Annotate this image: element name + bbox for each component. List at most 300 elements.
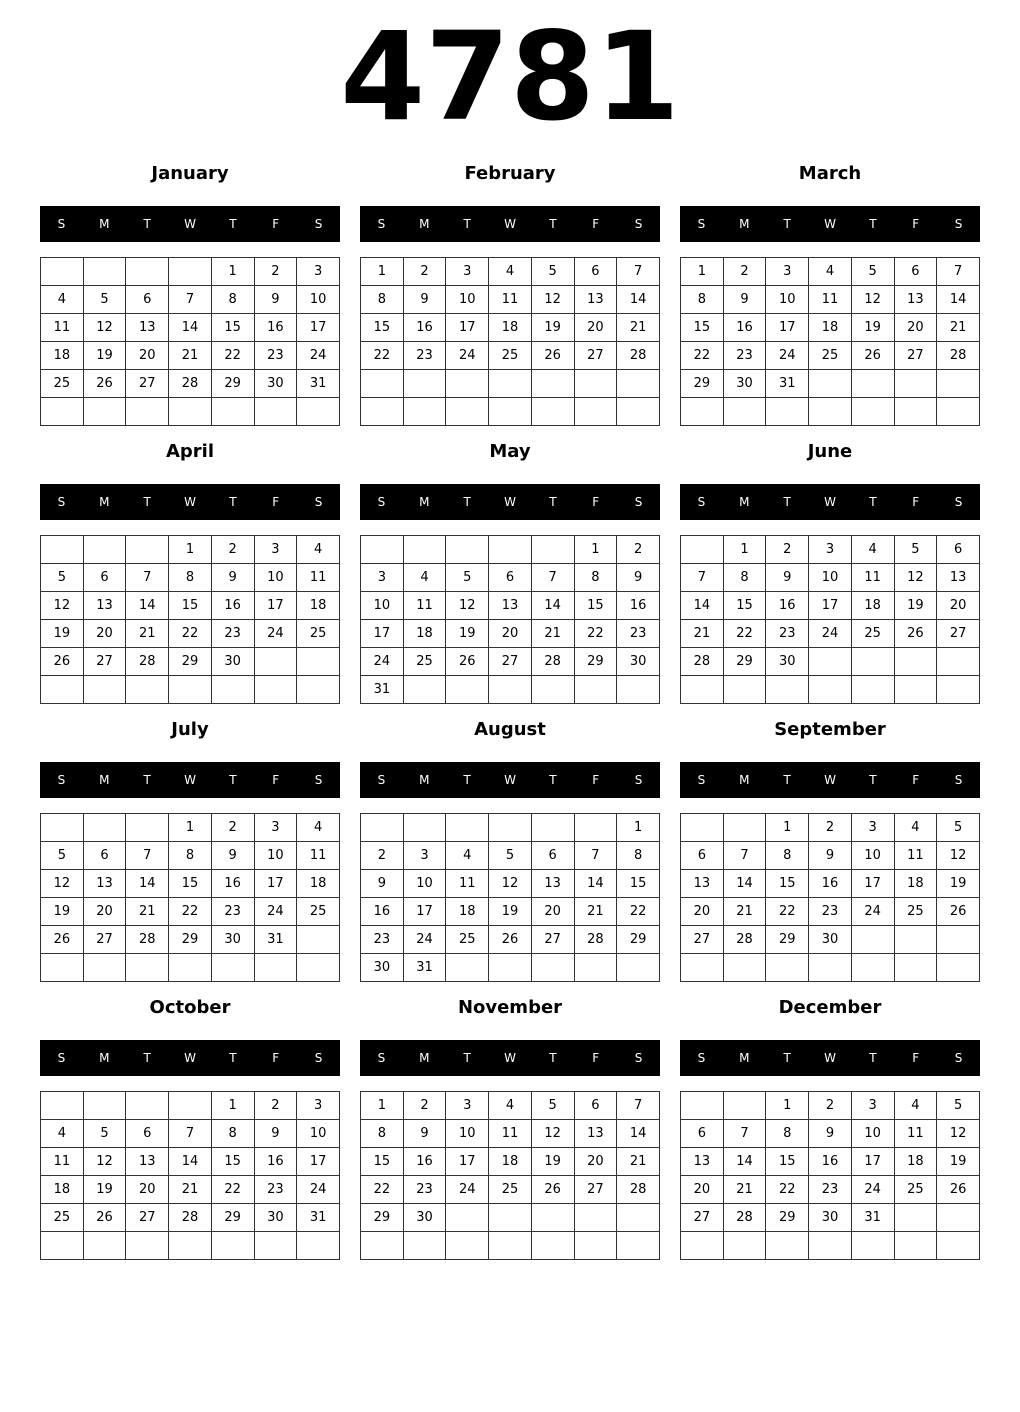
day-cell [681,814,724,842]
week-row [361,814,660,842]
day-cell: 18 [489,314,532,342]
day-cell: 7 [937,258,980,286]
week-row [361,926,660,954]
day-cell: 23 [254,342,297,370]
day-grid [680,1091,980,1260]
day-cell: 22 [766,898,809,926]
day-cell [809,398,852,426]
day-cell: 11 [894,1120,937,1148]
day-cell: 18 [894,870,937,898]
weekday-label: S [697,773,706,787]
day-cell: 7 [126,842,169,870]
weekday-label: F [592,217,600,231]
day-cell [446,1232,489,1260]
day-cell: 23 [809,1176,852,1204]
weekday-label: S [314,1051,323,1065]
day-cell: 18 [297,592,340,620]
day-cell: 7 [617,1092,660,1120]
day-cell: 15 [681,314,724,342]
day-cell: 25 [809,342,852,370]
week-row [361,620,660,648]
day-cell: 6 [489,564,532,592]
day-cell: 24 [766,342,809,370]
day-cell [617,954,660,982]
day-cell: 27 [681,926,724,954]
day-cell: 25 [297,620,340,648]
week-row [361,286,660,314]
day-cell: 31 [361,676,404,704]
day-cell: 12 [937,842,980,870]
week-row [41,648,340,676]
day-cell: 12 [937,1120,980,1148]
day-cell: 13 [126,1148,169,1176]
day-cell: 13 [574,286,617,314]
weekday-label: W [504,1051,516,1065]
weekday-label: T [869,773,877,787]
weekday-label: T [463,217,471,231]
week-row [681,842,980,870]
weekday-label: M [99,1051,110,1065]
day-cell: 8 [723,564,766,592]
day-cell: 29 [766,1204,809,1232]
day-cell [41,1092,84,1120]
day-cell: 11 [446,870,489,898]
day-cell: 18 [297,870,340,898]
day-cell [531,1204,574,1232]
day-cell: 20 [574,314,617,342]
day-cell: 10 [254,842,297,870]
day-cell: 25 [489,1176,532,1204]
day-cell: 27 [489,648,532,676]
weekday-label: T [783,495,791,509]
day-cell: 17 [851,870,894,898]
day-cell: 23 [617,620,660,648]
day-cell [766,1232,809,1260]
day-cell: 9 [403,286,446,314]
day-cell [41,1232,84,1260]
weekday-label: F [272,1051,280,1065]
month-name: November [457,997,563,1018]
day-cell: 29 [169,926,212,954]
day-cell: 6 [574,258,617,286]
week-row [361,954,660,982]
day-cell: 4 [41,286,84,314]
week-row [681,592,980,620]
weekday-label: S [954,1051,963,1065]
day-cell: 14 [617,286,660,314]
day-cell [531,814,574,842]
day-cell [403,814,446,842]
day-cell: 12 [83,1148,126,1176]
weekday-label: W [504,773,516,787]
day-cell [403,370,446,398]
weekday-label: M [739,1051,750,1065]
day-cell: 2 [403,258,446,286]
day-cell: 2 [809,1092,852,1120]
day-cell: 24 [809,620,852,648]
day-cell [937,954,980,982]
day-cell: 30 [766,648,809,676]
week-row [361,370,660,398]
weekday-label: M [419,495,430,509]
day-cell: 27 [126,1204,169,1232]
day-cell: 2 [211,814,254,842]
day-cell: 20 [126,342,169,370]
day-cell [169,1092,212,1120]
day-cell: 21 [126,620,169,648]
day-cell [681,398,724,426]
day-cell: 20 [894,314,937,342]
day-cell: 18 [41,1176,84,1204]
day-cell: 20 [83,620,126,648]
day-cell: 28 [169,370,212,398]
day-cell [83,1232,126,1260]
day-cell: 12 [446,592,489,620]
day-cell: 28 [574,926,617,954]
day-cell [169,954,212,982]
day-cell: 4 [894,1092,937,1120]
day-cell: 24 [254,620,297,648]
day-cell: 19 [83,1176,126,1204]
day-cell: 10 [297,1120,340,1148]
day-cell [851,398,894,426]
day-cell: 12 [531,1120,574,1148]
week-row [681,536,980,564]
day-cell: 6 [126,286,169,314]
day-cell: 12 [851,286,894,314]
month-name: June [807,441,853,462]
week-row [361,676,660,704]
day-grid [40,813,340,982]
month-name: December [778,997,882,1018]
day-cell: 8 [169,564,212,592]
weekday-label: S [57,1051,66,1065]
week-row [41,620,340,648]
day-cell [126,398,169,426]
weekday-label: T [143,217,151,231]
day-cell: 4 [297,536,340,564]
day-cell [809,1232,852,1260]
day-cell: 28 [617,1176,660,1204]
day-cell [766,398,809,426]
day-cell: 7 [169,1120,212,1148]
week-row [681,1176,980,1204]
day-cell: 10 [254,564,297,592]
day-cell: 9 [809,842,852,870]
day-cell [937,1232,980,1260]
week-row [681,564,980,592]
day-cell: 28 [531,648,574,676]
weekday-label: W [824,495,836,509]
day-cell: 21 [617,314,660,342]
day-cell: 20 [489,620,532,648]
day-cell: 2 [254,1092,297,1120]
day-cell [681,536,724,564]
day-cell: 20 [937,592,980,620]
day-cell: 24 [297,342,340,370]
day-cell: 22 [211,1176,254,1204]
weekday-header [360,1040,660,1076]
day-cell: 3 [446,1092,489,1120]
day-cell [403,676,446,704]
day-cell: 28 [723,926,766,954]
day-cell [766,676,809,704]
day-cell [894,648,937,676]
week-row [681,954,980,982]
day-cell: 7 [723,1120,766,1148]
day-cell: 6 [681,1120,724,1148]
month-name: March [798,163,862,184]
day-cell [723,814,766,842]
day-cell: 8 [681,286,724,314]
week-row [41,258,340,286]
day-cell: 21 [617,1148,660,1176]
day-cell: 4 [851,536,894,564]
day-cell [169,1232,212,1260]
day-cell: 6 [83,842,126,870]
day-cell: 23 [403,342,446,370]
day-cell: 28 [126,926,169,954]
day-cell [937,926,980,954]
day-cell: 29 [617,926,660,954]
day-cell [574,1232,617,1260]
day-cell: 26 [937,1176,980,1204]
day-cell [681,676,724,704]
day-cell: 7 [169,286,212,314]
day-cell [574,954,617,982]
day-cell: 4 [489,258,532,286]
day-cell: 12 [489,870,532,898]
week-row [361,1092,660,1120]
day-cell [723,1092,766,1120]
day-cell [126,258,169,286]
day-cell: 28 [723,1204,766,1232]
day-cell: 22 [574,620,617,648]
day-cell: 28 [937,342,980,370]
day-cell: 10 [446,1120,489,1148]
weekday-label: T [549,773,557,787]
day-cell: 24 [446,1176,489,1204]
day-cell: 23 [723,342,766,370]
day-cell: 17 [254,870,297,898]
day-cell: 16 [403,1148,446,1176]
weekday-label: M [99,217,110,231]
day-cell [574,1204,617,1232]
week-row [681,286,980,314]
day-cell: 24 [297,1176,340,1204]
day-cell: 6 [937,536,980,564]
day-cell: 8 [361,1120,404,1148]
week-row [681,620,980,648]
week-row [681,370,980,398]
day-cell: 6 [574,1092,617,1120]
day-cell [617,676,660,704]
day-cell [41,814,84,842]
day-cell: 27 [937,620,980,648]
day-cell: 19 [41,898,84,926]
day-cell: 1 [211,258,254,286]
week-row [41,564,340,592]
day-cell: 22 [211,342,254,370]
day-cell: 14 [681,592,724,620]
day-cell: 29 [361,1204,404,1232]
weekday-label: S [377,773,386,787]
day-cell: 21 [723,1176,766,1204]
day-cell [254,648,297,676]
day-cell [83,398,126,426]
day-cell [574,814,617,842]
day-cell: 20 [531,898,574,926]
day-cell: 27 [681,1204,724,1232]
day-cell: 19 [937,1148,980,1176]
day-cell [894,926,937,954]
day-cell: 19 [531,314,574,342]
day-grid [360,1091,660,1260]
weekday-label: S [954,773,963,787]
day-cell: 19 [489,898,532,926]
day-cell: 2 [723,258,766,286]
week-row [361,1204,660,1232]
day-cell: 9 [254,286,297,314]
day-cell: 15 [766,870,809,898]
day-grid [360,257,660,426]
day-cell: 28 [681,648,724,676]
day-cell: 14 [531,592,574,620]
day-cell: 9 [617,564,660,592]
day-cell [297,1232,340,1260]
weekday-label: M [739,217,750,231]
day-grid [680,257,980,426]
day-cell: 3 [766,258,809,286]
day-cell: 16 [361,898,404,926]
day-cell: 9 [254,1120,297,1148]
day-cell: 10 [851,842,894,870]
day-cell: 19 [894,592,937,620]
weekday-label: T [143,495,151,509]
day-cell: 11 [297,564,340,592]
weekday-header [40,1040,340,1076]
day-cell: 4 [809,258,852,286]
week-row [681,926,980,954]
day-cell: 25 [446,926,489,954]
day-cell: 3 [361,564,404,592]
day-cell: 4 [403,564,446,592]
day-cell: 27 [126,370,169,398]
week-row [681,814,980,842]
day-grid [40,257,340,426]
week-row [41,592,340,620]
day-cell: 23 [361,926,404,954]
week-row [361,564,660,592]
day-cell: 10 [297,286,340,314]
day-cell [851,676,894,704]
day-cell: 8 [766,1120,809,1148]
day-cell: 17 [809,592,852,620]
day-cell: 5 [894,536,937,564]
weekday-label: S [377,1051,386,1065]
day-cell: 18 [489,1148,532,1176]
day-cell: 29 [169,648,212,676]
day-cell: 30 [403,1204,446,1232]
day-cell: 2 [361,842,404,870]
day-cell: 26 [83,370,126,398]
weekday-label: F [912,773,920,787]
day-cell: 14 [574,870,617,898]
weekday-label: F [272,217,280,231]
weekday-header [360,206,660,242]
day-cell: 7 [723,842,766,870]
day-cell: 5 [41,842,84,870]
day-cell: 2 [403,1092,446,1120]
day-cell: 8 [617,842,660,870]
day-cell: 16 [254,1148,297,1176]
day-cell: 1 [361,258,404,286]
day-cell: 26 [83,1204,126,1232]
day-cell: 22 [723,620,766,648]
day-cell [254,398,297,426]
day-cell: 13 [574,1120,617,1148]
day-grid [40,1091,340,1260]
day-cell: 11 [41,1148,84,1176]
day-cell: 10 [809,564,852,592]
day-cell: 8 [211,286,254,314]
weekday-label: M [419,1051,430,1065]
day-cell: 19 [446,620,489,648]
day-cell: 18 [851,592,894,620]
day-cell [937,1204,980,1232]
day-cell: 30 [254,370,297,398]
weekday-label: T [143,1051,151,1065]
weekday-label: S [377,495,386,509]
day-cell [894,1232,937,1260]
day-cell: 9 [766,564,809,592]
day-cell: 1 [766,814,809,842]
day-cell [297,954,340,982]
day-cell: 24 [851,898,894,926]
week-row [361,898,660,926]
day-cell: 13 [126,314,169,342]
day-cell: 1 [169,814,212,842]
day-cell: 10 [403,870,446,898]
day-cell: 5 [83,1120,126,1148]
day-cell: 5 [531,1092,574,1120]
weekday-header [40,484,340,520]
week-row [41,1148,340,1176]
day-cell: 5 [446,564,489,592]
weekday-label: T [783,217,791,231]
day-grid [40,535,340,704]
year-title: 4781 [340,6,680,148]
week-row [681,258,980,286]
day-cell [211,954,254,982]
day-cell [83,1092,126,1120]
day-cell: 15 [211,1148,254,1176]
week-row [361,398,660,426]
day-cell [489,398,532,426]
day-cell [894,676,937,704]
day-cell: 17 [851,1148,894,1176]
weekday-label: W [184,773,196,787]
day-cell: 30 [211,926,254,954]
weekday-header [360,484,660,520]
week-row [41,314,340,342]
day-cell [254,1232,297,1260]
week-row [361,1176,660,1204]
day-cell: 13 [894,286,937,314]
weekday-label: W [184,1051,196,1065]
week-row [681,398,980,426]
day-cell: 13 [681,1148,724,1176]
